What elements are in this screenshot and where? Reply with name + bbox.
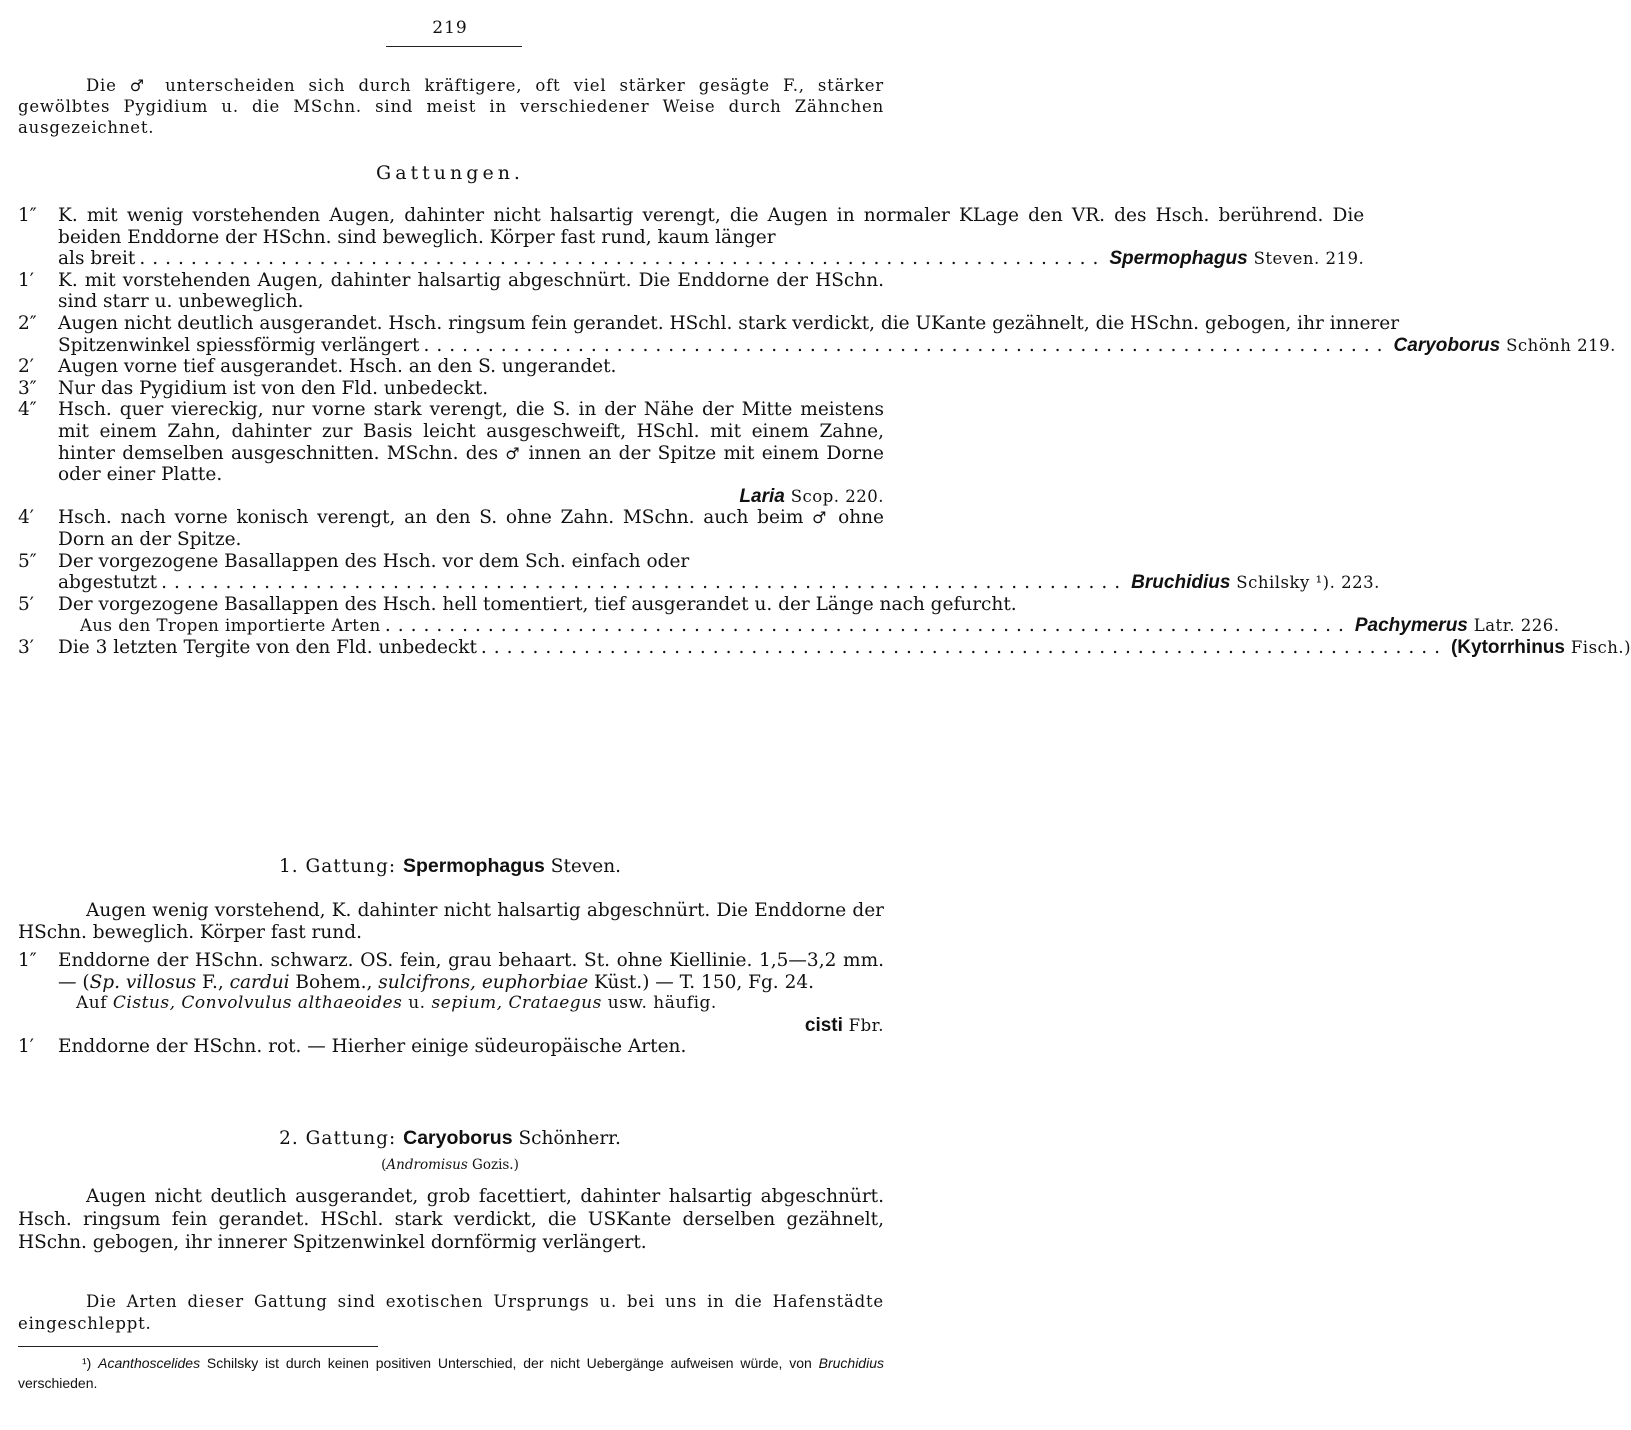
key-number: 3″ [18,377,37,399]
male-symbol-icon: ♂ [505,443,522,463]
leader-dots: ........................................................................... [161,572,1128,594]
section-1-heading [0,855,900,878]
key-number: 1″ [18,205,37,226]
species-key [18,950,884,1058]
key-lead-line [58,572,1380,594]
key-entry-2b [18,356,884,378]
genus-name: Spermophagus [1109,248,1248,270]
genus-reference: Schilsky ¹). 223. [1236,573,1380,593]
host-plant-names: Cistus, Convolvulus althaeoides [112,993,403,1014]
key-text: F., [196,971,230,993]
key-entry-3b [18,636,1631,659]
footnote-rule [18,1346,378,1347]
key-text: Nur das Pygidium ist von den Fld. unbedeckt. [58,377,489,399]
key-entry-3a [18,378,884,400]
key-number: 1″ [18,950,37,971]
key-lead-text: Die 3 letzten Tergite von den Fld. unbedeckt [58,636,477,658]
species-entry-1a [18,950,884,993]
key-number: 4″ [18,399,37,421]
key-number: 5′ [18,593,34,615]
key-number: 2″ [18,312,37,334]
species-entry-1b [18,1036,884,1058]
key-number: 1′ [18,269,34,291]
key-text: Enddorne der HSchn. rot. — Hierher einige südeuropäische Arten. [58,1036,687,1058]
section-2-paragraph-1: Augen nicht deutlich ausgerandet, grob facettiert, dahinter halsartig abgeschnürt. Hsch. ringsum fein gerandet. HSchl. stark verdickt, die USKante derselben gezähnelt, HSchn. gebogen, ihr innerer Spitzenwinkel dornförmig verlängert. [18,1186,884,1253]
genus-name: Spermophagus [402,855,545,877]
key-lead-line [58,615,1560,637]
leader-dots: ........................................................................... [384,615,1351,637]
section-label: 2. Gattung: [279,1128,404,1149]
host-text: usw. häufig. [601,993,717,1014]
genus-author: Steven. [544,856,622,877]
genus-reference: Scop. 220. [790,486,884,506]
male-symbol-icon: ♂ [812,508,830,528]
key-text: Der vorgezogene Basallappen des Hsch. vor dem Sch. einfach oder [58,550,690,572]
synonym-name: cardui [229,971,290,993]
section-2-heading [0,1127,900,1150]
host-text: Auf [76,993,113,1014]
leader-dots: ........................................................................... [480,636,1447,658]
species-author: Fbr. [842,1015,884,1035]
key-text: Augen vorne tief ausgerandet. Hsch. an den S. ungerandet. [58,356,617,378]
key-entry-4b [18,507,884,550]
key-text: Hsch. nach vorne konisch verengt, an den S. ohne Zahn. MSchn. auch beim [58,507,813,529]
synonym-name: sulcifrons, euphorbiae [378,971,589,993]
section-2-paragraph-2: Die Arten dieser Gattung sind exotischen Ursprungs u. bei uns in die Hafenstädte eingeschleppt. [18,1292,884,1333]
key-text: Hsch. quer viereckig, nur vorne stark verengt, die S. in der Nähe der Mitte meistens mit einem Zahn, dahinter zur Basis leicht ausgeschweift, HSchl. mit einem Zahne, hinter demselben ausgeschnitten. MSchn. des [58,399,884,464]
synonym-genus: Andromisus [386,1157,468,1173]
footnote-text: verschieden. [18,1375,98,1391]
leader-dots: ........................................................................... [423,334,1390,356]
footnote-genus: Acanthoscelides [98,1355,201,1371]
key-entry-1a [18,205,1365,270]
section-label: 1. Gattung: [278,856,403,877]
key-text: Bohem., [289,971,379,993]
genus-name: Pachymerus [1354,615,1468,637]
species-name: cisti [804,1014,843,1036]
key-number: 5″ [18,550,37,572]
key-text: Küst.) — T. 150, Fg. 24. [588,971,814,993]
key-text: Augen nicht deutlich ausgerandet. Hsch. ringsum fein gerandet. HSchl. stark verdickt, die UKante gezähnelt, die HSchn. gebogen, ihr innerer [58,312,1400,334]
synonym-name: Sp. villosus [89,971,197,993]
key-lead-line [58,637,1631,659]
genus-name: Bruchidius [1131,572,1231,594]
key-text: Enddorne der HSchn. schwarz. OS. fein, grau behaart. St. ohne Kiellinie. 1,5—3,2 mm. — ( [58,950,884,993]
key-entry-2a [18,312,1616,356]
key-lead-text: als breit [58,248,136,270]
key-text: Der vorgezogene Basallappen des Hsch. hell tomentiert, tief ausgerandet u. der Länge nach gefurcht. [58,593,1017,615]
section-1-intro: Augen wenig vorstehend, K. dahinter nicht halsartig abgeschnürt. Die Enddorne der HSchn. beweglich. Körper fast rund. [18,900,884,943]
key-entry-5b [18,593,1560,637]
genus-key [18,205,1631,658]
species-name-line [18,1015,884,1037]
genus-name: (Kytorrhinus [1450,636,1565,658]
key-text: K. mit vorstehenden Augen, dahinter halsartig abgeschnürt. Die Enddorne der HSchn. sind starr u. unbeweglich. [58,269,884,313]
intro-text: unterscheiden sich durch kräftigere, oft viel stärker gesägte F., stärker gewölbtes Pygidium u. die MSchn. sind meist in verschiedener Weise durch Zähnchen ausgezeichnet. [18,76,884,137]
genus-reference: Latr. 226. [1473,616,1560,636]
footnote-genus: Bruchidius [818,1355,884,1371]
key-lead-line [58,335,1616,357]
key-text: innen an der Spitze mit einem Dorne oder einer Platte. [58,442,884,486]
key-entry-5a [18,550,1380,594]
genus-name: Laria [739,485,785,507]
genus-reference: Steven. 219. [1253,249,1365,269]
key-number: 1′ [18,1036,34,1058]
synonym-line [0,1157,900,1173]
leader-dots: ........................................................................... [139,248,1106,270]
page-number: 219 [432,18,468,38]
synonym-paren: ( [381,1157,387,1173]
key-lead-line [58,248,1364,270]
key-entry-4a [18,399,884,507]
host-plant-names: sepium, Crataegus [431,993,602,1014]
key-number: 2′ [18,356,34,378]
key-lead-text: abgestutzt [58,572,158,594]
key-lead-text: Spitzenwinkel spiessförmig verlängert [58,334,420,356]
key-text: ohne Dorn an der Spitze. [58,507,885,550]
host-plants-line [18,993,884,1015]
host-text: u. [402,993,432,1014]
genus-reference: Schönh 219. [1506,335,1616,355]
male-symbol-icon: ♂ [129,76,153,95]
key-number: 3′ [18,636,34,658]
genus-name: Caryoborus [1393,334,1501,356]
intro-pre: Die [86,76,130,95]
genus-reference: Fisch.) [1570,637,1631,657]
key-text: K. mit wenig vorstehenden Augen, dahinter nicht halsartig verengt, die Augen in normaler KLage den VR. des Hsch. berührend. Die beiden Enddorne der HSchn. sind beweglich. Körper fast rund, kaum länger [58,205,1365,248]
key-entry-1b [18,270,884,313]
genus-name: Caryoborus [403,1127,513,1149]
key-lead-text: Aus den Tropen importierte Arten [80,616,381,636]
intro-paragraph [18,75,884,138]
synonym-author: Gozis.) [467,1157,519,1173]
key-number: 4′ [18,507,34,529]
gattungen-heading: Gattungen. [376,162,524,184]
genus-author: Schönherr. [512,1128,621,1149]
footnote-text: Schilsky ist durch keinen positiven Unterschied, der nicht Uebergänge aufweisen würde, von [200,1355,819,1371]
footnote [18,1353,884,1393]
footnote-mark: ¹) [82,1355,92,1371]
header-rule [386,46,522,47]
